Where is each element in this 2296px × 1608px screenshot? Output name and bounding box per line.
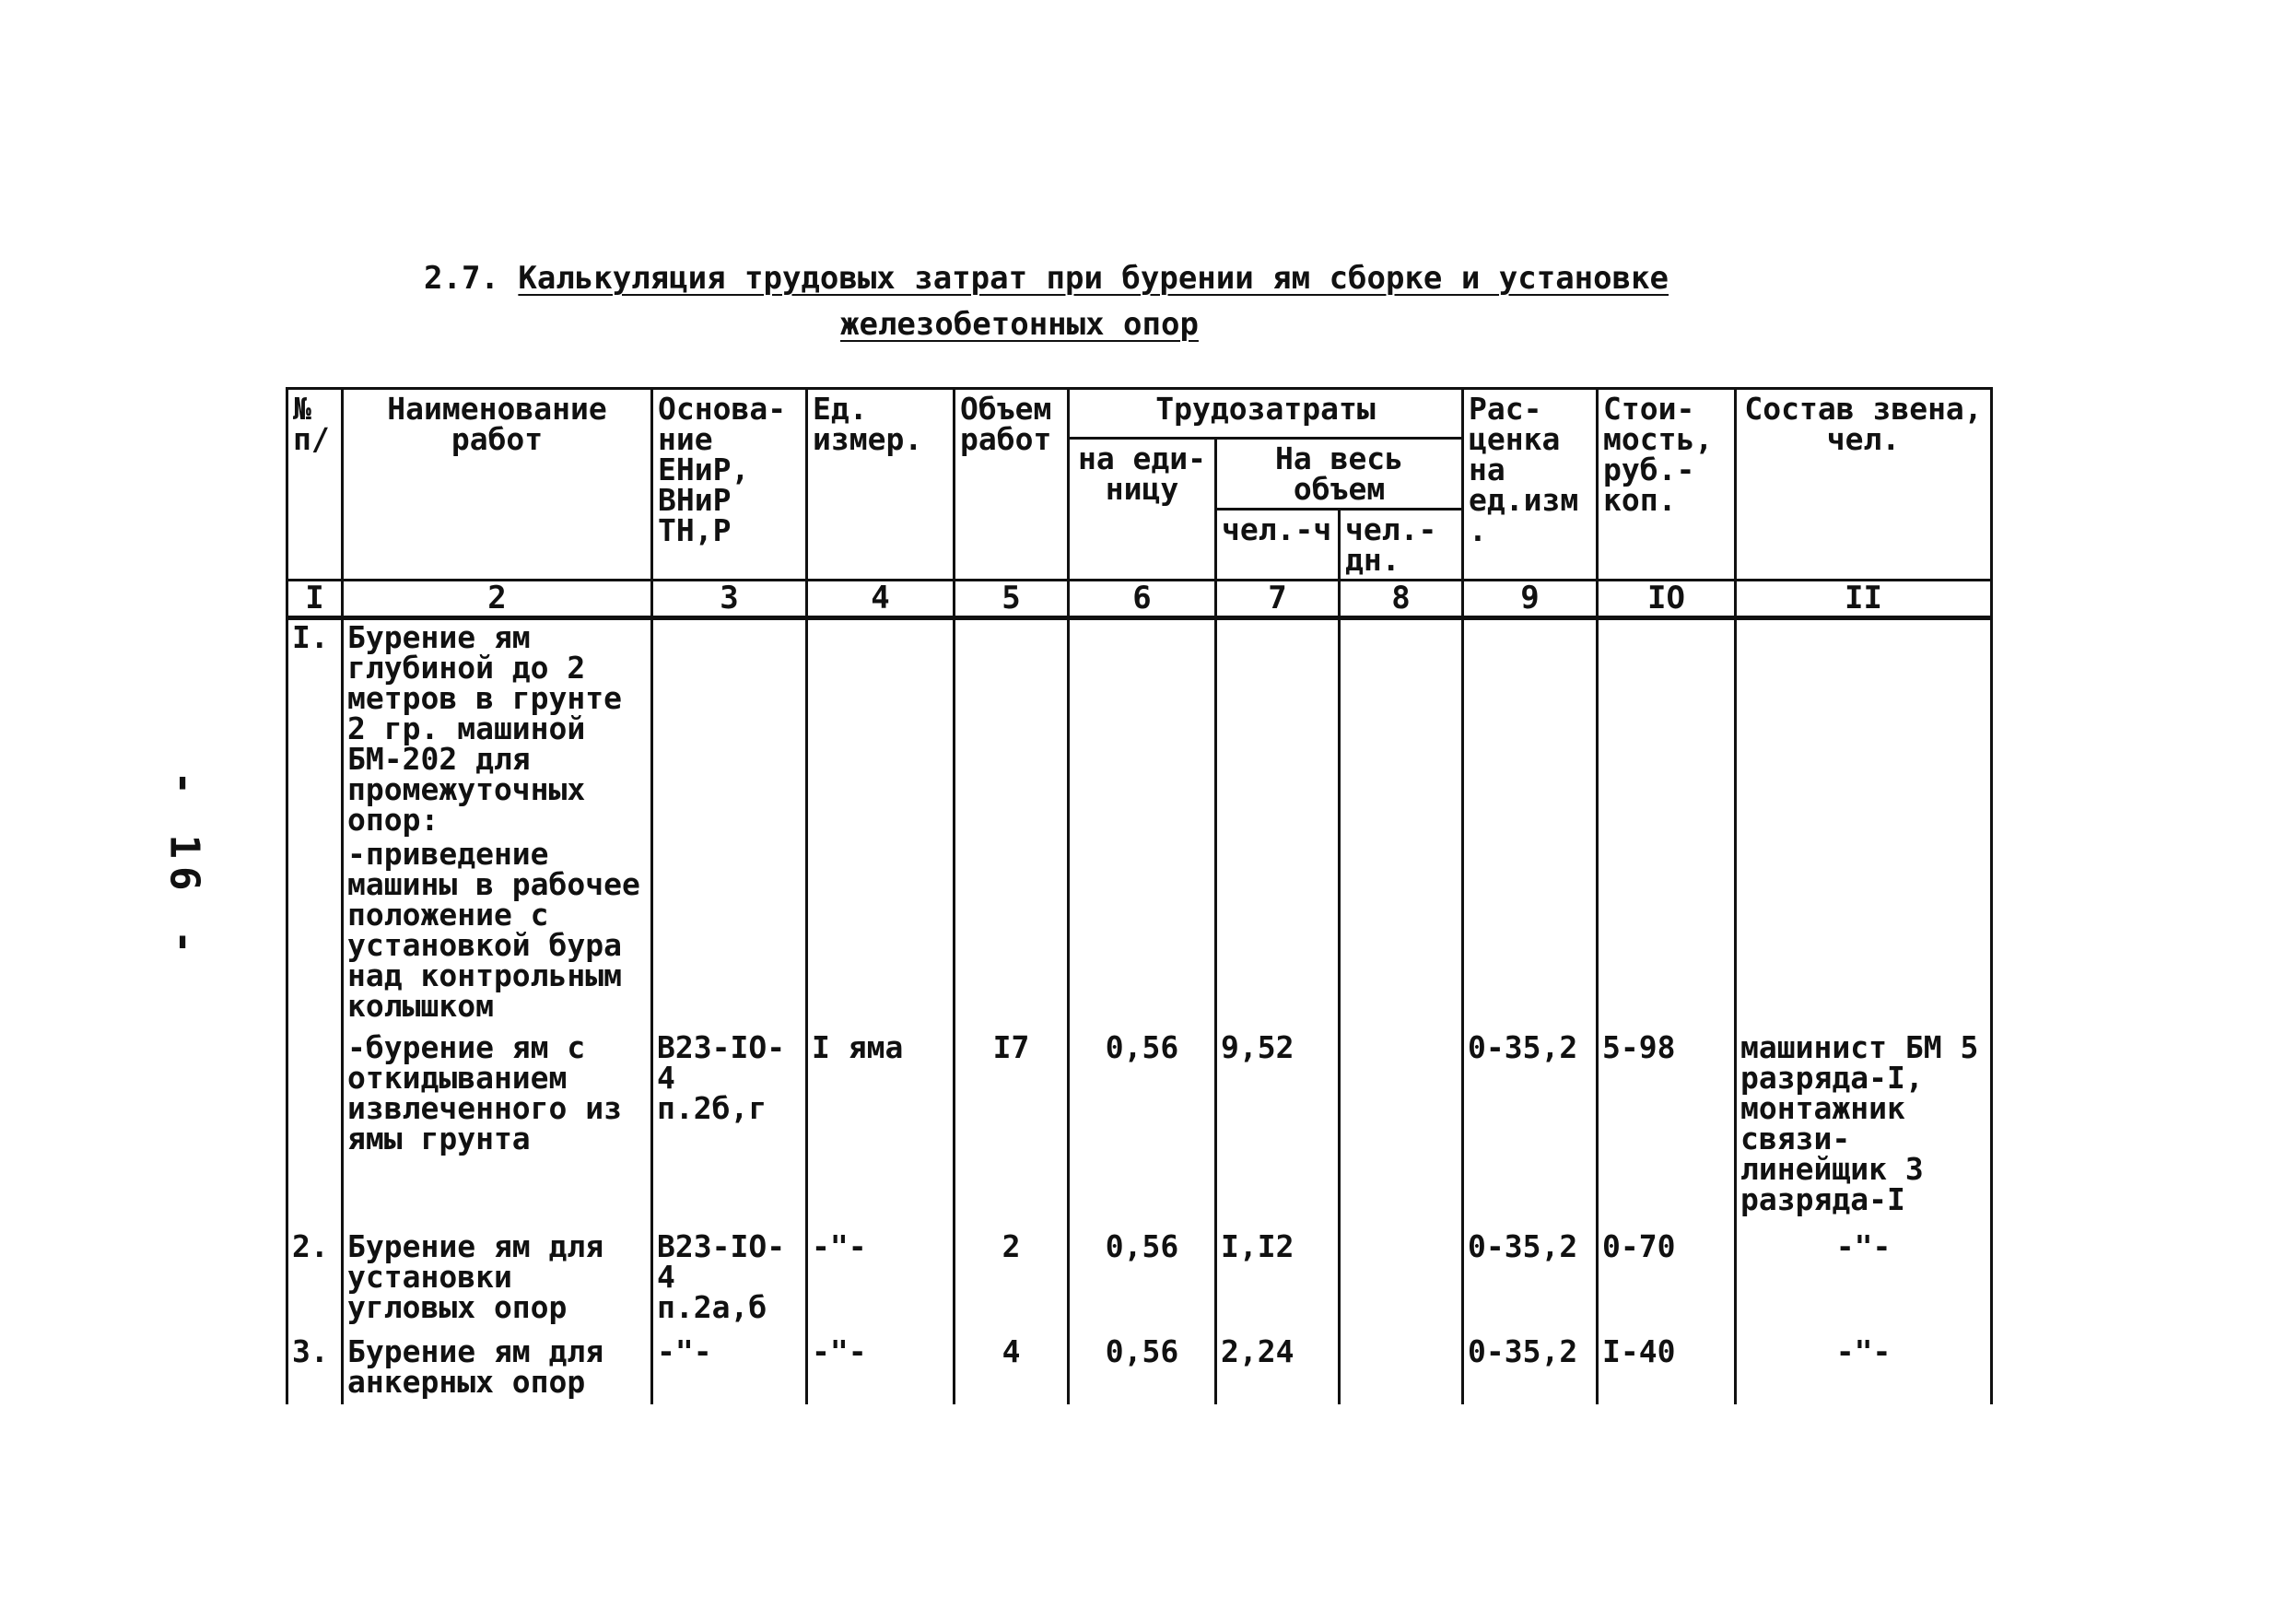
cost xyxy=(1598,837,1736,1030)
man-hours xyxy=(1216,618,1340,838)
section-number: 2.7. xyxy=(424,260,499,297)
crew xyxy=(1736,618,1992,838)
rate: 0-35,2 xyxy=(1463,1030,1598,1229)
volume xyxy=(955,837,1069,1030)
work-name: -бурение ям с откидыванием извлеченного из ямы грунта xyxy=(343,1030,652,1229)
column-number: 8 xyxy=(1340,581,1463,618)
work-name: Бурение ям для установки угловых опор xyxy=(343,1229,652,1334)
header-rate: Рас-ценка на ед.изм. xyxy=(1463,389,1598,581)
section-title-line-1: Калькуляция трудовых затрат при бурении ям сборке и установке xyxy=(518,260,1669,297)
man-days xyxy=(1340,837,1463,1030)
header-total-volume: На весь объем xyxy=(1216,439,1463,510)
header-crew: Состав звена, чел. xyxy=(1736,389,1992,581)
column-number: 7 xyxy=(1216,581,1340,618)
basis xyxy=(652,837,807,1030)
table-row xyxy=(287,1229,1992,1334)
crew: -"- xyxy=(1736,1334,1992,1404)
row-number xyxy=(287,1030,343,1229)
man-hours: 9,52 xyxy=(1216,1030,1340,1229)
row-number xyxy=(287,837,343,1030)
rate xyxy=(1463,618,1598,838)
man-hours xyxy=(1216,837,1340,1030)
table-row xyxy=(287,837,1992,1030)
basis: В23-IO-4 п.2а,б xyxy=(652,1229,807,1334)
per-unit xyxy=(1069,618,1216,838)
table-row xyxy=(287,618,1992,838)
header-per-unit: на еди-ницу xyxy=(1069,439,1216,581)
unit xyxy=(807,837,955,1030)
volume: I7 xyxy=(955,1030,1069,1229)
man-days xyxy=(1340,1229,1463,1334)
header-number: № п/ xyxy=(287,389,343,581)
column-number: 6 xyxy=(1069,581,1216,618)
work-name: -приведение машины в рабочее положение с установкой бура над контрольным колышком xyxy=(343,837,652,1030)
man-days xyxy=(1340,1030,1463,1229)
column-number: 5 xyxy=(955,581,1069,618)
header-unit: Ед. измер. xyxy=(807,389,955,581)
row-number: 2. xyxy=(287,1229,343,1334)
cost xyxy=(1598,618,1736,838)
header-man-days: чел.-дн. xyxy=(1340,510,1463,581)
table-row xyxy=(287,1030,1992,1229)
header-man-hours: чел.-ч xyxy=(1216,510,1340,581)
labor-cost-table xyxy=(286,387,1993,1404)
header-cost: Стои-мость, руб.-коп. xyxy=(1598,389,1736,581)
volume: 4 xyxy=(955,1334,1069,1404)
per-unit: 0,56 xyxy=(1069,1229,1216,1334)
unit: I яма xyxy=(807,1030,955,1229)
per-unit xyxy=(1069,837,1216,1030)
per-unit: 0,56 xyxy=(1069,1030,1216,1229)
row-number: I. xyxy=(287,618,343,838)
header-labor-group: Трудозатраты xyxy=(1069,389,1463,439)
section-title-line-2: железобетонных опор xyxy=(840,306,1199,343)
unit: -"- xyxy=(807,1334,955,1404)
section-title xyxy=(424,260,1669,297)
basis: В23-IO-4 п.2б,г xyxy=(652,1030,807,1229)
cost: I-40 xyxy=(1598,1334,1736,1404)
unit: -"- xyxy=(807,1229,955,1334)
unit xyxy=(807,618,955,838)
crew xyxy=(1736,837,1992,1030)
man-hours: 2,24 xyxy=(1216,1334,1340,1404)
column-number: 9 xyxy=(1463,581,1598,618)
rate: 0-35,2 xyxy=(1463,1229,1598,1334)
basis: -"- xyxy=(652,1334,807,1404)
man-days xyxy=(1340,1334,1463,1404)
rate xyxy=(1463,837,1598,1030)
volume xyxy=(955,618,1069,838)
header-basis: Основа-ние ЕНиР, ВНиР ТН,Р xyxy=(652,389,807,581)
column-number: I xyxy=(287,581,343,618)
man-days xyxy=(1340,618,1463,838)
work-name: Бурение ям для анкерных опор xyxy=(343,1334,652,1404)
man-hours: I,I2 xyxy=(1216,1229,1340,1334)
column-number: II xyxy=(1736,581,1992,618)
cost: 5-98 xyxy=(1598,1030,1736,1229)
column-number: 4 xyxy=(807,581,955,618)
column-number: 3 xyxy=(652,581,807,618)
per-unit: 0,56 xyxy=(1069,1334,1216,1404)
rate: 0-35,2 xyxy=(1463,1334,1598,1404)
volume: 2 xyxy=(955,1229,1069,1334)
section-title-continued xyxy=(840,306,1199,343)
page-number: - 16 - xyxy=(160,770,208,962)
crew: -"- xyxy=(1736,1229,1992,1334)
work-name: Бурение ям глубиной до 2 метров в грунте 2 гр. машиной БМ-202 для промежуточных опор: xyxy=(343,618,652,838)
cost: 0-70 xyxy=(1598,1229,1736,1334)
column-number: IO xyxy=(1598,581,1736,618)
column-number: 2 xyxy=(343,581,652,618)
header-volume: Объем работ xyxy=(955,389,1069,581)
basis xyxy=(652,618,807,838)
header-work-name: Наименование работ xyxy=(343,389,652,581)
crew: машинист БМ 5 разряда-I, монтажник связи-линейщик 3 разряда-I xyxy=(1736,1030,1992,1229)
row-number: 3. xyxy=(287,1334,343,1404)
table-row xyxy=(287,1334,1992,1404)
